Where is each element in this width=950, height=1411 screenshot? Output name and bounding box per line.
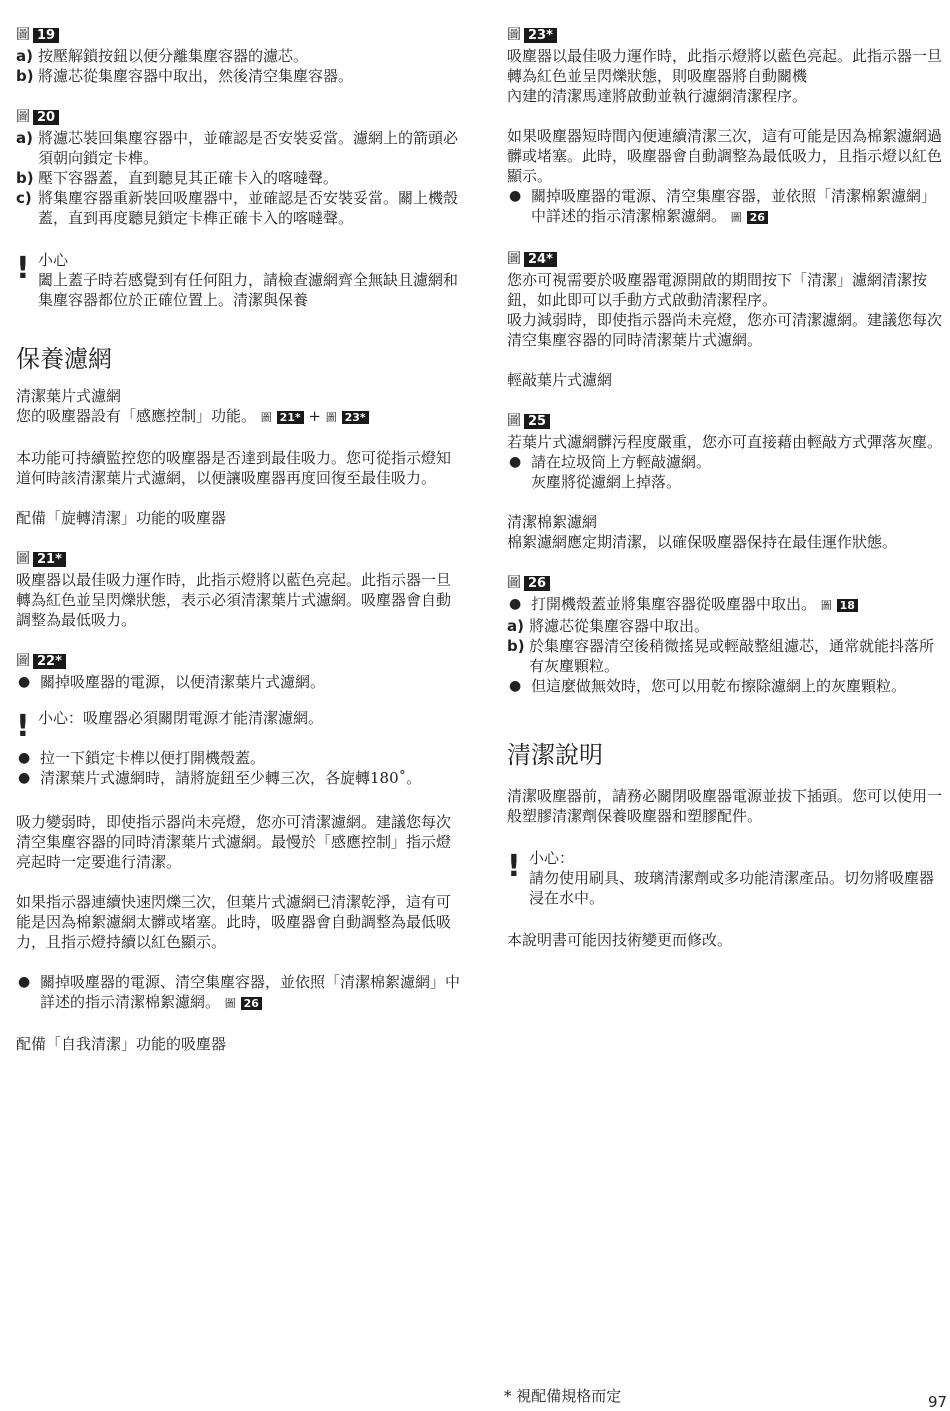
- bullet-text: 但這麼做無效時，您可以用乾布擦除濾網上的灰塵顆粒。: [531, 677, 907, 695]
- figure-word: 圖: [507, 575, 521, 591]
- figure-badge: 19: [33, 28, 59, 43]
- step-19a: [16, 46, 461, 66]
- paragraph-self-clean: 配備「自我清潔」功能的吸塵器: [16, 1035, 227, 1053]
- figure-ref-26: [507, 572, 947, 594]
- figure-badge: 26: [241, 997, 262, 1010]
- figure-word: 圖: [224, 997, 236, 1010]
- paragraph-suction-reduced: 吸力減弱時，即使指示器尚未亮燈，您亦可清潔濾網。建議您每次清空集塵容器的同時清潔葉片式濾網。: [507, 311, 943, 349]
- paragraph-rotary-clean: 配備「旋轉清潔」功能的吸塵器: [16, 509, 227, 527]
- figure-word: 圖: [16, 551, 30, 567]
- intro-text: 您的吸塵器設有「感應控制」功能。: [16, 407, 257, 425]
- bullet-22c: [16, 768, 461, 788]
- step-marker: a): [507, 617, 524, 635]
- warning-icon: !: [16, 251, 30, 286]
- bullet-icon: ●: [18, 750, 31, 766]
- figure-badge: 21*: [33, 552, 66, 567]
- bullet-icon: ●: [18, 974, 31, 990]
- paragraph-disclaimer: 本說明書可能因技術變更而修改。: [507, 931, 733, 949]
- bullet-text-wrap: [40, 972, 461, 1014]
- figure-ref-20: [16, 106, 461, 128]
- figure-word: 圖: [507, 27, 521, 43]
- bullet-text: 清潔葉片式濾網時，請將旋鈕至少轉三次，各旋轉180˚。: [40, 769, 422, 787]
- paragraph-weak-suction: 吸力變弱時，即使指示器尚未亮燈，您亦可清潔濾網。建議您每次清空集塵容器的同時清潔葉片式濾網。最慢於「感應控制」指示燈亮起時一定要進行清潔。: [16, 813, 452, 871]
- bullet-icon: ●: [18, 770, 31, 786]
- step-marker: b): [16, 169, 34, 187]
- caution-title: 小心: [38, 251, 69, 269]
- figure-word: 圖: [507, 251, 521, 267]
- subheading-lint-filter: 清潔棉絮濾網: [507, 513, 598, 531]
- paragraph-fig23: 吸塵器以最佳吸力運作時，此指示燈將以藍色亮起。此指示器一旦轉為紅色並呈閃爍狀態，則吸塵器將自動關機: [507, 47, 943, 85]
- step-marker: b): [507, 637, 525, 655]
- page-number: 97: [928, 1393, 948, 1411]
- step-marker: c): [16, 189, 32, 207]
- subheading-blade-filter: 清潔葉片式濾網: [16, 387, 122, 405]
- step-text: 將濾芯從集塵容器中取出。: [529, 617, 710, 635]
- figure-ref-25: [507, 410, 947, 432]
- figure-word: 圖: [16, 653, 30, 669]
- sensor-control-intro: [16, 406, 461, 428]
- step-marker: a): [16, 129, 33, 147]
- left-column: [16, 24, 461, 1054]
- figure-word: 圖: [730, 211, 742, 224]
- plus-sign: +: [308, 407, 321, 425]
- step-text: 將集塵容器重新裝回吸塵器中，並確認是否安裝妥當。關上機殼蓋，直到再度聽見鎖定卡榫正確卡入的喀噠聲。: [38, 189, 459, 227]
- figure-badge: 26: [747, 211, 768, 224]
- figure-badge: 21*: [277, 411, 304, 424]
- bullet-text: 打開機殼蓋並將集塵容器從吸塵器中取出。: [531, 595, 817, 613]
- figure-word: 圖: [325, 411, 337, 424]
- subheading-tap-filter: 輕敲葉片式濾網: [507, 371, 613, 389]
- bullet-text-wrap: [531, 594, 858, 616]
- figure-badge: 26: [524, 576, 550, 591]
- warning-icon: !: [507, 849, 521, 884]
- figure-word: 圖: [260, 411, 272, 424]
- step-text: 壓下容器蓋，直到聽見其正確卡入的喀噠聲。: [38, 169, 339, 187]
- figure-ref-19: [16, 24, 461, 46]
- figure-badge: 22*: [33, 654, 66, 669]
- caution-text: 闔上蓋子時若感覺到有任何阻力，請檢查濾網齊全無缺且濾網和集塵容器都位於正確位置上。清潔與保養: [38, 271, 459, 309]
- warning-icon: !: [16, 709, 30, 744]
- figure-badge: 18: [837, 599, 858, 612]
- figure-word: 圖: [507, 413, 521, 429]
- paragraph-clean-three: 如果吸塵器短時間內便連續清潔三次，這有可能是因為棉絮濾網過髒或堵塞。此時，吸塵器會自動調整為最低吸力，且指示燈以紅色顯示。: [507, 127, 943, 185]
- step-20c: [16, 188, 461, 228]
- bullet-26b: [507, 676, 947, 696]
- caution-block-2: [16, 708, 461, 744]
- figure-badge: 24*: [524, 252, 557, 267]
- bullet-text: 拉一下鎖定卡榫以便打開機殼蓋。: [40, 749, 266, 767]
- paragraph-fig21: 吸塵器以最佳吸力運作時，此指示燈將以藍色亮起。此指示器一旦轉為紅色並呈閃爍狀態，表示必須清潔葉片式濾網。吸塵器會自動調整為最低吸力。: [16, 571, 452, 629]
- section-heading-filter-care: 保養濾網: [16, 345, 112, 373]
- paragraph-cleaning: 清潔吸塵器前，請務必關閉吸塵器電源並拔下插頭。您可以使用一般塑膠清潔劑保養吸塵器和塑膠配件。: [507, 787, 943, 825]
- bullet-text-wrap: [531, 452, 711, 492]
- paragraph-fig25: 若葉片式濾網髒污程度嚴重，您亦可直接藉由輕敲方式彈落灰塵。: [507, 433, 943, 451]
- step-20a: [16, 128, 461, 168]
- right-column: [507, 24, 947, 950]
- bullet-text-wrap: [531, 186, 947, 228]
- paragraph-fig23-cont: 內建的清潔馬達將啟動並執行濾網清潔程序。: [507, 87, 808, 105]
- figure-word: 圖: [16, 109, 30, 125]
- step-19b: [16, 66, 461, 86]
- bullet-icon: ●: [18, 674, 31, 690]
- figure-ref-21: [16, 548, 461, 570]
- bullet-text: 請在垃圾筒上方輕敲濾網。: [531, 453, 712, 471]
- figure-badge: 23*: [524, 28, 557, 43]
- step-text: 將濾芯裝回集塵容器中，並確認是否安裝妥當。濾網上的箭頭必須朝向鎖定卡榫。: [38, 129, 459, 167]
- figure-ref-22: [16, 650, 461, 672]
- step-text: 將濾芯從集塵容器中取出，然後清空集塵容器。: [38, 67, 354, 85]
- bullet-icon: ●: [509, 454, 522, 470]
- paragraph-manual-clean: 您亦可視需要於吸塵器電源開啟的期間按下「清潔」濾網清潔按鈕，如此即可以手動方式啟動清潔程序。: [507, 271, 928, 309]
- figure-word: 圖: [16, 27, 30, 43]
- bullet-23: [507, 186, 947, 228]
- caution-text: 小心：吸塵器必須關閉電源才能清潔濾網。: [38, 709, 324, 727]
- bullet-icon: ●: [509, 188, 522, 204]
- caution-title: 小心：: [529, 849, 575, 867]
- bullet-26a: [507, 594, 947, 616]
- step-marker: b): [16, 67, 34, 85]
- step-20b: [16, 168, 461, 188]
- figure-badge: 23*: [342, 411, 369, 424]
- section-heading-cleaning: 清潔說明: [507, 741, 603, 769]
- caution-block-1: [16, 250, 461, 310]
- step-marker: a): [16, 47, 33, 65]
- paragraph-monitoring: 本功能可持續監控您的吸塵器是否達到最佳吸力。您可從指示燈知道何時該清潔葉片式濾網，以便讓吸塵器再度回復至最佳吸力。: [16, 449, 452, 487]
- step-text: 於集塵容器清空後稍微搖晃或輕敲整組濾芯，通常就能抖落所有灰塵顆粒。: [529, 637, 935, 675]
- bullet-25: [507, 452, 947, 492]
- step-26b: [507, 636, 947, 676]
- caution-text: 請勿使用刷具、玻璃清潔劑或多功能清潔產品。切勿將吸塵器浸在水中。: [529, 869, 935, 907]
- figure-ref-24: [507, 248, 947, 270]
- figure-word: 圖: [820, 599, 832, 612]
- bullet-text-cont: 灰塵將從濾網上掉落。: [531, 473, 682, 491]
- bullet-icon: ●: [509, 596, 522, 612]
- bullet-text: 關掉吸塵器的電源，以便清潔葉片式濾網。: [40, 673, 326, 691]
- paragraph-blink-three: 如果指示器連續快速閃爍三次，但葉片式濾網已清潔乾淨，這有可能是因為棉絮濾網太髒或堵塞。此時，吸塵器會自動調整為最低吸力，且指示燈持續以紅色顯示。: [16, 893, 452, 951]
- step-text: 按壓解鎖按鈕以便分離集塵容器的濾芯。: [38, 47, 309, 65]
- figure-ref-23: [507, 24, 947, 46]
- bullet-22b: [16, 748, 461, 768]
- bullet-icon: ●: [509, 678, 522, 694]
- bullet-text: 關掉吸塵器的電源、清空集塵容器，並依照「清潔棉絮濾網」中詳述的指示清潔棉絮濾網。: [40, 973, 461, 1011]
- footnote: * 視配備規格而定: [504, 1387, 622, 1405]
- figure-badge: 25: [524, 414, 550, 429]
- bullet-22a: [16, 672, 461, 692]
- bullet-clean-lint-filter: [16, 972, 461, 1014]
- paragraph-lint-filter: 棉絮濾網應定期清潔，以確保吸塵器保持在最佳運作狀態。: [507, 533, 898, 551]
- caution-block-3: [507, 848, 947, 908]
- figure-badge: 20: [33, 110, 59, 125]
- step-26a: [507, 616, 947, 636]
- bullet-text: 關掉吸塵器的電源、清空集塵容器，並依照「清潔棉絮濾網」中詳述的指示清潔棉絮濾網。: [531, 187, 937, 225]
